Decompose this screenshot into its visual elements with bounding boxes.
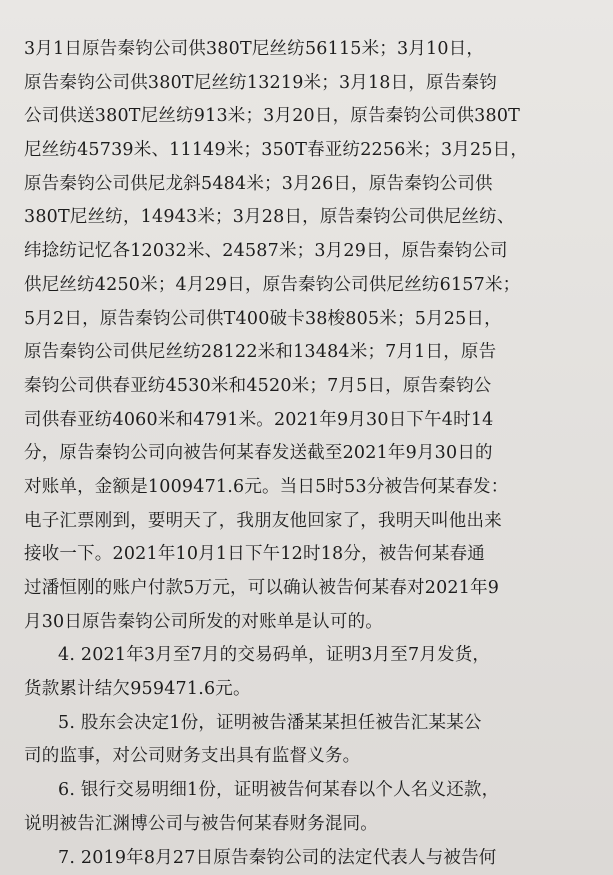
text-line: 接收一下。2021年10月1日下午12时18分，被告何某春通 bbox=[24, 538, 590, 572]
evidence-item-4: 4. 2021年3月至7月的交易码单，证明3月至7月发货， bbox=[24, 639, 590, 673]
text-line: 司供春亚纺4060米和4791米。2021年9月30日下午4时14 bbox=[24, 404, 590, 438]
text-line: 分，原告秦钧公司向被告何某春发送截至2021年9月30日的 bbox=[24, 437, 590, 471]
evidence-item-5: 5. 股东会决定1份，证明被告潘某某担任被告汇某某公 bbox=[24, 707, 590, 741]
text-line: 说明被告汇渊博公司与被告何某春财务混同。 bbox=[24, 808, 590, 842]
text-line: 司的监事，对公司财务支出具有监督义务。 bbox=[24, 740, 590, 774]
text-line: 5月2日，原告秦钧公司供T400破卡38梭805米；5月25日， bbox=[24, 303, 590, 337]
text-line: 原告秦钧公司供尼丝纺28122米和13484米；7月1日，原告 bbox=[24, 336, 590, 370]
evidence-item-6: 6. 银行交易明细1份，证明被告何某春以个人名义还款， bbox=[24, 774, 590, 808]
text-line: 供尼丝纺4250米；4月29日，原告秦钧公司供尼丝纺6157米； bbox=[24, 269, 590, 303]
text-line: 公司供送380T尼丝纺913米；3月20日，原告秦钧公司供380T bbox=[24, 100, 590, 134]
text-line: 尼丝纺45739米、11149米；350T春亚纺2256米；3月25日， bbox=[24, 134, 590, 168]
text-line: 货款累计结欠959471.6元。 bbox=[24, 673, 590, 707]
text-line: 原告秦钧公司供380T尼丝纺13219米；3月18日，原告秦钧 bbox=[24, 67, 590, 101]
text-line: 月30日原告秦钧公司所发的对账单是认可的。 bbox=[24, 606, 590, 640]
text-line: 纬捻纺记忆各12032米、24587米；3月29日，原告秦钧公司 bbox=[24, 235, 590, 269]
text-line: 电子汇票刚到，要明天了，我朋友他回家了，我明天叫他出来 bbox=[24, 505, 590, 539]
evidence-item-7: 7. 2019年8月27日原告秦钧公司的法定代表人与被告何 bbox=[24, 842, 590, 875]
text-line: 过潘恒刚的账户付款5万元，可以确认被告何某春对2021年9 bbox=[24, 572, 590, 606]
text-line: 380T尼丝纺，14943米；3月28日，原告秦钧公司供尼丝纺、 bbox=[24, 201, 590, 235]
text-line: 对账单，金额是1009471.6元。当日5时53分被告何某春发： bbox=[24, 471, 590, 505]
text-line: 3月1日原告秦钧公司供380T尼丝纺56115米；3月10日， bbox=[24, 33, 590, 67]
document-body bbox=[24, 33, 590, 875]
text-line: 原告秦钧公司供尼龙斜5484米；3月26日，原告秦钧公司供 bbox=[24, 168, 590, 202]
text-line: 秦钧公司供春亚纺4530米和4520米；7月5日，原告秦钧公 bbox=[24, 370, 590, 404]
